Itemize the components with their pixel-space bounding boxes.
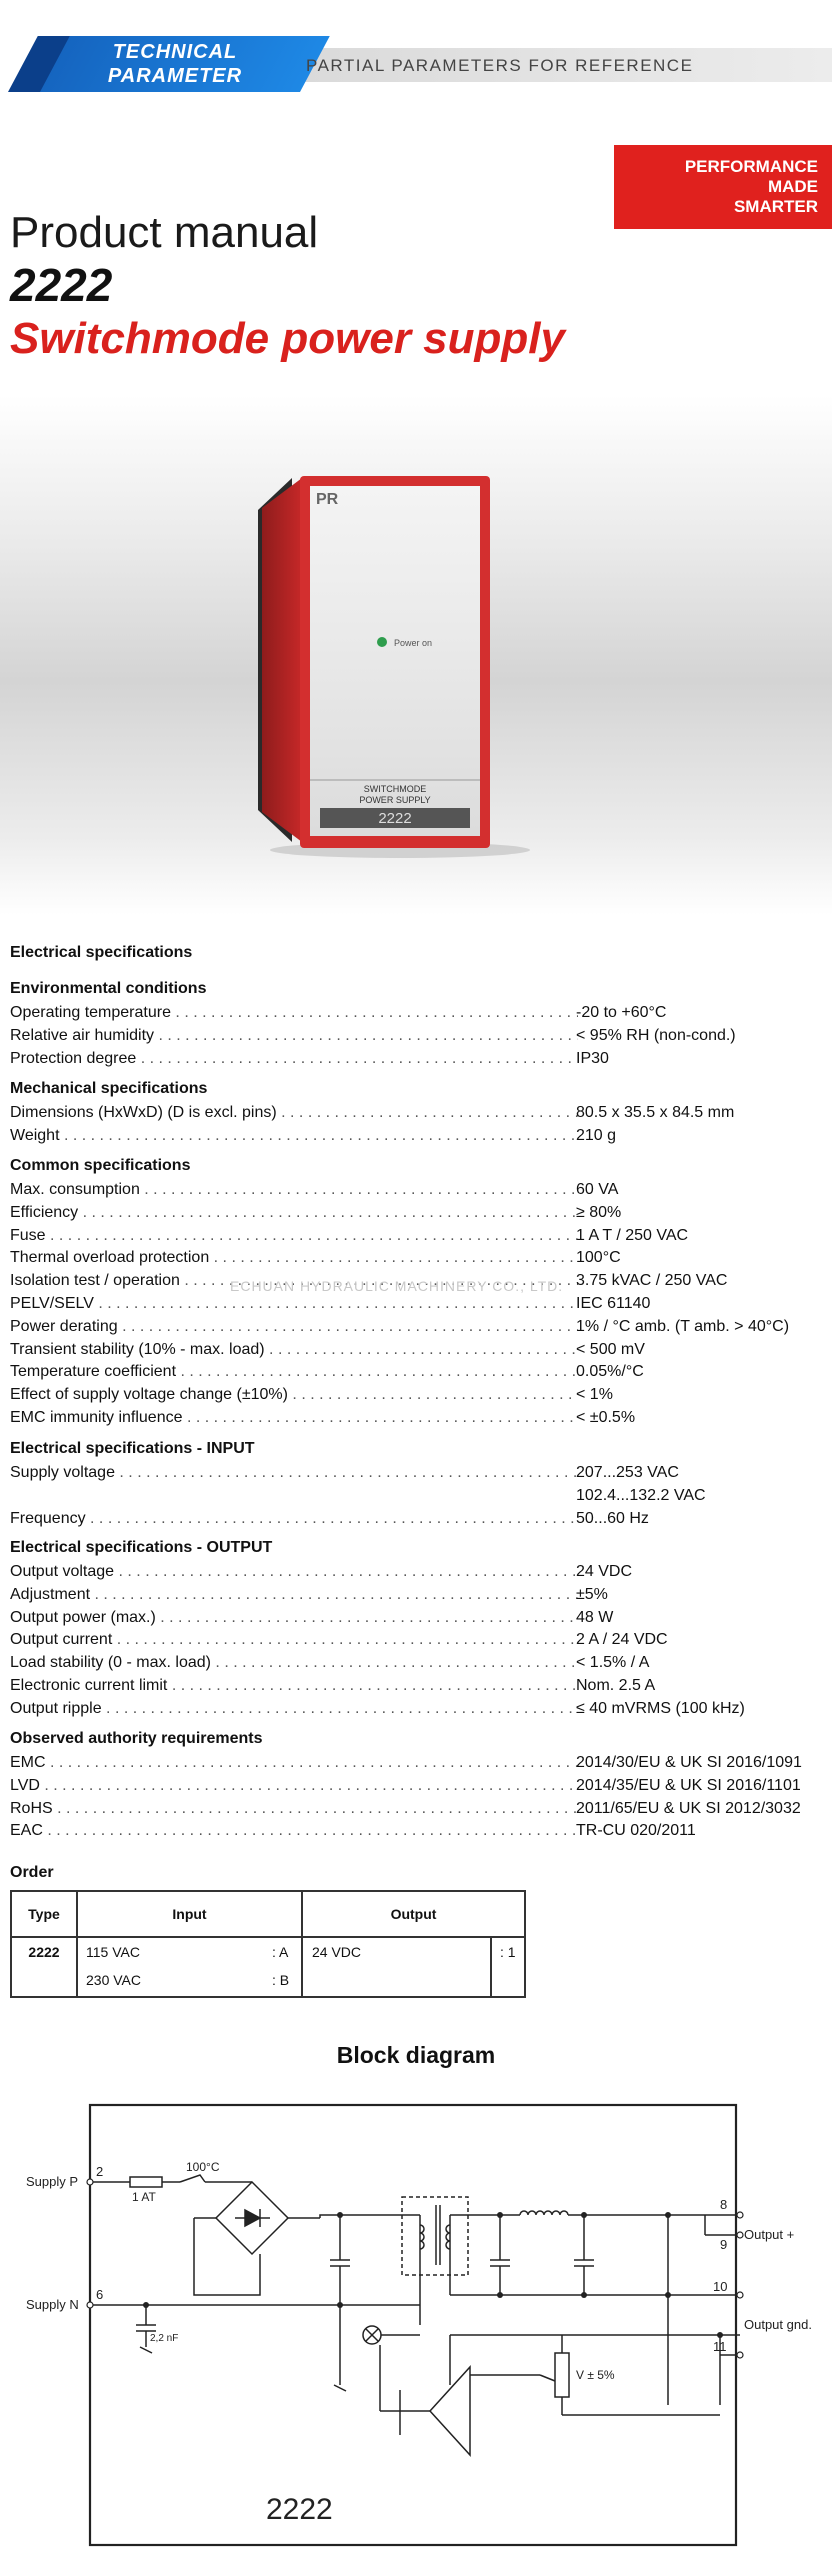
spec-value: 2014/35/EU & UK SI 2016/1101: [576, 1776, 801, 1794]
spec-value: -20 to +60°C: [576, 1004, 667, 1021]
spec-label: EMC . . .: [10, 1754, 578, 1772]
spec-value: 2014/30/EU & UK SI 2016/1091: [576, 1754, 802, 1771]
thermal-label: 100°C: [186, 2160, 220, 2174]
order-title: Order: [10, 1864, 54, 1881]
output-gnd-label: Output gnd.: [744, 2317, 812, 2332]
spec-label: Electronic current limit . . .: [10, 1677, 578, 1695]
spec-label: Isolation test / operation . . .: [10, 1272, 578, 1290]
specs-heading: Electrical specifications: [10, 944, 193, 961]
spec-row: [10, 1609, 826, 1631]
spec-label: Transient stability (10% - max. load) . . .: [10, 1341, 578, 1359]
spec-label: Effect of supply voltage change (±10%) . . .: [10, 1386, 578, 1404]
block-diagram: [0, 2085, 832, 2555]
device-model-label: 2222: [378, 810, 412, 827]
spec-row: [10, 1249, 826, 1271]
order-output-value: 24 VDC: [312, 1944, 362, 1960]
spec-row: [10, 1464, 826, 1486]
spec-section-input-heading: Electrical specifications - INPUT: [10, 1440, 255, 1457]
spec-label: Efficiency . . .: [10, 1204, 578, 1222]
order-header-type: Type: [28, 1906, 60, 1922]
spec-value: IP30: [576, 1049, 609, 1067]
spec-row: [10, 1677, 826, 1699]
spec-value: TR-CU 020/2011: [576, 1822, 696, 1840]
spec-row: [10, 1586, 826, 1608]
product-manual-heading: Product manual: [10, 208, 319, 257]
spec-value: 0.05%/°C: [576, 1363, 644, 1381]
power-led-icon: [377, 637, 387, 647]
spec-value: ≥ 80%: [576, 1203, 622, 1221]
spec-label: EAC . . .: [10, 1822, 578, 1840]
product-name-heading: Switchmode power supply: [10, 314, 565, 363]
spec-label: EMC immunity influence . . .: [10, 1409, 578, 1427]
spec-label: Supply voltage . . .: [10, 1464, 578, 1482]
spec-value: 100°C: [576, 1249, 621, 1267]
capacitor-label: 2,2 nF: [150, 2333, 179, 2344]
spec-label: Output voltage . . .: [10, 1563, 578, 1581]
device-logo: PR: [316, 491, 339, 508]
spec-section-environmental-heading: Environmental conditions: [10, 980, 207, 997]
spec-value: 60 VA: [576, 1181, 619, 1198]
spec-value: 24 VDC: [576, 1563, 633, 1580]
spec-row: [10, 1409, 826, 1431]
spec-row: [10, 1004, 826, 1026]
pin-2-label: 2: [96, 2164, 104, 2179]
spec-label: RoHS . . .: [10, 1800, 578, 1818]
spec-label: Protection degree . . .: [10, 1050, 578, 1068]
header-title: [60, 40, 290, 88]
spec-value: 50...60 Hz: [576, 1509, 649, 1527]
device-label-line2: POWER SUPPLY: [359, 795, 431, 805]
spec-row: [10, 1318, 826, 1340]
order-input-2: 230 VAC: [86, 1972, 141, 1988]
spec-label: Relative air humidity . . .: [10, 1027, 578, 1045]
order-input-1-code: : A: [272, 1944, 289, 1960]
badge-line2: MADE: [767, 177, 818, 196]
order-input-2-code: : B: [272, 1972, 290, 1988]
spec-row: [10, 1204, 826, 1226]
spec-value: 1 A T / 250 VAC: [576, 1226, 689, 1244]
spec-section-common-heading: Common specifications: [10, 1157, 191, 1174]
spec-label: Thermal overload protection . . .: [10, 1249, 578, 1267]
spec-row-continuation: [10, 1487, 826, 1509]
pin-8-label: 8: [720, 2197, 728, 2212]
spec-row: [10, 1104, 826, 1126]
spec-label: Max. consumption . . .: [10, 1181, 578, 1199]
spec-label: Adjustment . . .: [10, 1586, 578, 1604]
spec-row: [10, 1181, 826, 1203]
spec-value: 102.4...132.2 VAC: [576, 1486, 706, 1504]
spec-value: 48 W: [576, 1608, 614, 1626]
watermark: ECHUAN HYDRAULIC MACHINERY CO., LTD.: [230, 1278, 564, 1294]
header-title-line2: PARAMETER: [107, 65, 243, 87]
header-title-line1: TECHNICAL: [112, 41, 238, 63]
pin-9-label: 9: [720, 2237, 728, 2252]
header-subtitle: PARTIAL PARAMETERS FOR REFERENCE: [306, 56, 694, 75]
product-device-image: [240, 470, 540, 860]
spec-value: ±5%: [576, 1585, 608, 1603]
spec-row: [10, 1700, 826, 1722]
spec-value: < 1.5% / A: [576, 1654, 650, 1672]
spec-value: 3.75 kVAC / 250 VAC: [576, 1272, 728, 1290]
spec-row: [10, 1341, 826, 1363]
supply-n-label: Supply N: [26, 2297, 79, 2312]
fuse-label: 1 AT: [132, 2190, 156, 2204]
spec-label: PELV/SELV . . .: [10, 1295, 578, 1313]
spec-row: [10, 1386, 826, 1408]
spec-row: [10, 1050, 826, 1072]
spec-value: < 1%: [576, 1386, 613, 1404]
performance-badge: [614, 145, 832, 229]
order-output-code: : 1: [500, 1944, 516, 1960]
product-model-heading: 2222: [10, 259, 113, 311]
spec-label: Output ripple . . .: [10, 1700, 578, 1718]
spec-value: < 500 mV: [576, 1340, 645, 1358]
output-plus-label: Output +: [744, 2227, 795, 2242]
spec-label: Dimensions (HxWxD) (D is excl. pins) . . .: [10, 1104, 578, 1122]
order-table: [10, 1890, 526, 1998]
spec-value: < 95% RH (non-cond.): [576, 1026, 736, 1044]
spec-label: Fuse . . .: [10, 1227, 578, 1245]
order-type-value: 2222: [28, 1944, 60, 1960]
spec-row: [10, 1027, 826, 1049]
badge-line1: PERFORMANCE: [684, 157, 818, 176]
spec-label: Weight . . .: [10, 1127, 578, 1145]
spec-value: Nom. 2.5 A: [576, 1677, 656, 1694]
spec-row: [10, 1654, 826, 1676]
block-diagram-title: Block diagram: [336, 2042, 496, 2068]
spec-label: Temperature coefficient . . .: [10, 1363, 578, 1381]
spec-label: Frequency . . .: [10, 1510, 578, 1528]
spec-section-authority-heading: Observed authority requirements: [10, 1730, 263, 1747]
spec-section-mechanical-heading: Mechanical specifications: [10, 1080, 208, 1097]
order-header-input: Input: [172, 1906, 207, 1922]
diagram-model-label: 2222: [266, 2493, 333, 2526]
spec-row: [10, 1227, 826, 1249]
spec-label: Output power (max.) . . .: [10, 1609, 578, 1627]
spec-label: Operating temperature . . .: [10, 1004, 578, 1022]
device-label-line1: SWITCHMODE: [363, 784, 427, 794]
spec-label: Load stability (0 - max. load) . . .: [10, 1654, 578, 1672]
spec-value: 1% / °C amb. (T amb. > 40°C): [576, 1317, 790, 1335]
spec-value: IEC 61140: [576, 1295, 651, 1312]
spec-row: [10, 1127, 826, 1149]
supply-p-label: Supply P: [26, 2174, 79, 2189]
spec-label: Power derating . . .: [10, 1318, 578, 1336]
spec-value: 210 g: [576, 1126, 617, 1144]
pin-6-label: 6: [96, 2287, 104, 2302]
spec-row: [10, 1563, 826, 1585]
spec-row: [10, 1363, 826, 1385]
spec-label: LVD . . .: [10, 1777, 578, 1795]
adjust-label: V ± 5%: [576, 2368, 615, 2382]
spec-value: 207...253 VAC: [576, 1464, 679, 1481]
device-led-label: Power on: [394, 638, 433, 648]
spec-row: [10, 1754, 826, 1776]
spec-value: 2011/65/EU & UK SI 2012/3032: [576, 1799, 801, 1817]
spec-value: 80.5 x 35.5 x 84.5 mm: [576, 1104, 735, 1121]
spec-row: [10, 1631, 826, 1653]
spec-value: ≤ 40 mVRMS (100 kHz): [576, 1699, 745, 1717]
badge-line3: SMARTER: [733, 197, 818, 216]
spec-row: [10, 1822, 826, 1844]
pin-10-label: 10: [713, 2279, 728, 2294]
spec-section-output-heading: Electrical specifications - OUTPUT: [10, 1539, 273, 1556]
spec-value: 2 A / 24 VDC: [576, 1631, 668, 1649]
order-header-output: Output: [390, 1906, 437, 1922]
spec-row: [10, 1510, 826, 1532]
spec-value: < ±0.5%: [576, 1409, 636, 1426]
spec-row: [10, 1777, 826, 1799]
order-input-1: 115 VAC: [86, 1944, 140, 1960]
spec-row: [10, 1295, 826, 1317]
spec-label: Output current . . .: [10, 1631, 578, 1649]
pin-11-label: 11: [713, 2339, 727, 2354]
spec-row: [10, 1800, 826, 1822]
